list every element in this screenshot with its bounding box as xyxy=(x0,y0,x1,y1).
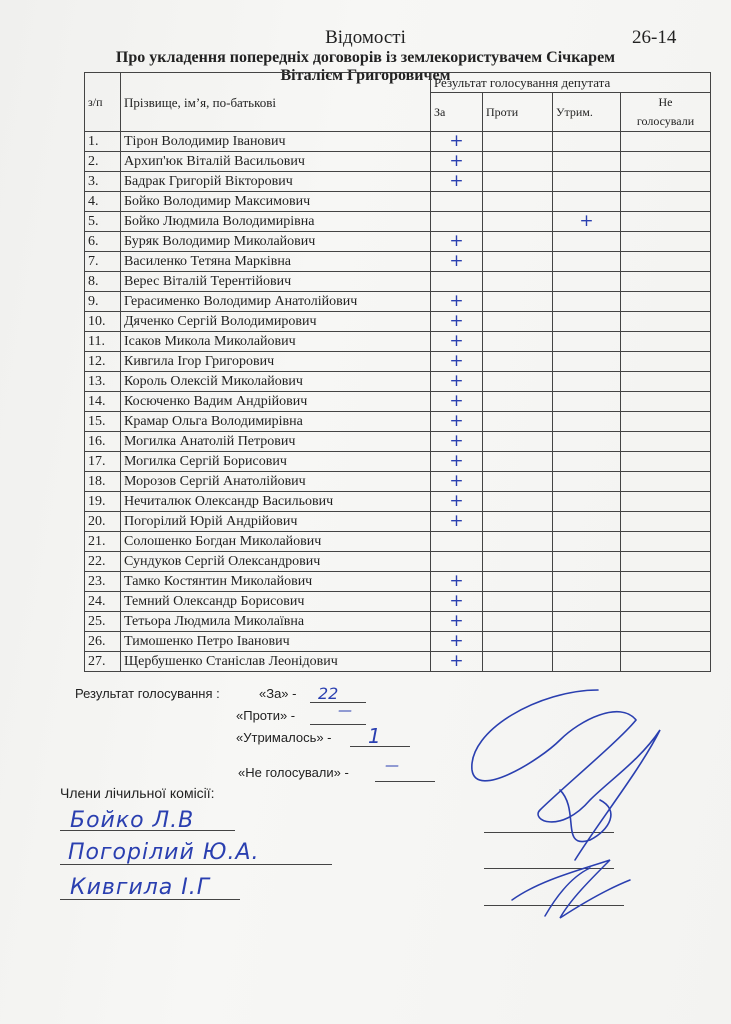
vote-za-cell: + xyxy=(431,152,483,172)
results-proty-label: «Проти» - xyxy=(236,708,296,723)
vote-proty-cell xyxy=(483,152,553,172)
table-row xyxy=(85,612,711,632)
vote-proty-cell xyxy=(483,172,553,192)
row-number-cell: 22. xyxy=(85,552,121,572)
vote-ne-cell xyxy=(621,492,711,512)
row-number-cell: 25. xyxy=(85,612,121,632)
deputy-name-cell: Тимошенко Петро Іванович xyxy=(121,632,431,652)
row-number-cell: 17. xyxy=(85,452,121,472)
deputy-name-cell: Тетьора Людмила Миколаївна xyxy=(121,612,431,632)
vote-utrym-cell: + xyxy=(553,212,621,232)
vote-proty-cell xyxy=(483,192,553,212)
column-header-za: За xyxy=(431,93,483,132)
vote-za-cell: + xyxy=(431,612,483,632)
deputy-name-cell: Архип'юк Віталій Васильович xyxy=(121,152,431,172)
vote-utrym-cell xyxy=(553,632,621,652)
row-number-cell: 8. xyxy=(85,272,121,292)
vote-proty-cell xyxy=(483,452,553,472)
vote-utrym-cell xyxy=(553,512,621,532)
vote-proty-cell xyxy=(483,332,553,352)
vote-ne-cell xyxy=(621,212,711,232)
vote-utrym-cell xyxy=(553,272,621,292)
row-number-cell: 4. xyxy=(85,192,121,212)
vote-utrym-cell xyxy=(553,192,621,212)
commission-label: Члени лічильної комісії: xyxy=(60,785,215,801)
vote-za-cell xyxy=(431,532,483,552)
vote-za-cell: + xyxy=(431,172,483,192)
column-header-proty: Проти xyxy=(483,93,553,132)
results-ne-line xyxy=(375,781,435,782)
vote-ne-cell xyxy=(621,172,711,192)
row-number-cell: 2. xyxy=(85,152,121,172)
vote-ne-cell xyxy=(621,392,711,412)
vote-utrym-cell xyxy=(553,132,621,152)
results-ne-value: — xyxy=(385,758,399,774)
column-header-number: з/п xyxy=(85,73,121,132)
table-row xyxy=(85,192,711,212)
vote-ne-cell xyxy=(621,132,711,152)
table-row xyxy=(85,332,711,352)
vote-za-cell: + xyxy=(431,492,483,512)
table-row xyxy=(85,632,711,652)
vote-ne-cell xyxy=(621,412,711,432)
row-number-cell: 15. xyxy=(85,412,121,432)
vote-utrym-cell xyxy=(553,372,621,392)
vote-ne-cell xyxy=(621,292,711,312)
vote-utrym-cell xyxy=(553,152,621,172)
voting-table xyxy=(84,72,711,672)
signature-line-3 xyxy=(484,905,624,906)
vote-proty-cell xyxy=(483,292,553,312)
deputy-name-cell: Бадрак Григорій Вікторович xyxy=(121,172,431,192)
vote-za-cell: + xyxy=(431,232,483,252)
row-number-cell: 7. xyxy=(85,252,121,272)
vote-za-cell: + xyxy=(431,372,483,392)
vote-proty-cell xyxy=(483,412,553,432)
row-number-cell: 24. xyxy=(85,592,121,612)
vote-utrym-cell xyxy=(553,232,621,252)
row-number-cell: 21. xyxy=(85,532,121,552)
deputy-name-cell: Бойко Людмила Володимирівна xyxy=(121,212,431,232)
table-row xyxy=(85,652,711,672)
row-number-cell: 1. xyxy=(85,132,121,152)
deputy-name-cell: Ісаков Микола Миколайович xyxy=(121,332,431,352)
table-row xyxy=(85,392,711,412)
deputy-name-cell: Могилка Сергій Борисович xyxy=(121,452,431,472)
vote-utrym-cell xyxy=(553,592,621,612)
deputy-name-cell: Тамко Костянтин Миколайович xyxy=(121,572,431,592)
results-ne-label: «Не голосували» - xyxy=(238,765,349,780)
deputy-name-cell: Василенко Тетяна Марківна xyxy=(121,252,431,272)
vote-za-cell: + xyxy=(431,132,483,152)
vote-za-cell: + xyxy=(431,292,483,312)
vote-za-cell: + xyxy=(431,652,483,672)
table-row xyxy=(85,132,711,152)
vote-utrym-cell xyxy=(553,412,621,432)
row-number-cell: 18. xyxy=(85,472,121,492)
vote-za-cell xyxy=(431,552,483,572)
vote-proty-cell xyxy=(483,632,553,652)
commission-member-1: Бойко Л.В xyxy=(70,808,195,833)
vote-ne-cell xyxy=(621,352,711,372)
vote-utrym-cell xyxy=(553,612,621,632)
vote-za-cell xyxy=(431,212,483,232)
row-number-cell: 13. xyxy=(85,372,121,392)
table-row xyxy=(85,292,711,312)
deputy-name-cell: Бойко Володимир Максимович xyxy=(121,192,431,212)
table-row xyxy=(85,452,711,472)
vote-utrym-cell xyxy=(553,352,621,372)
table-row xyxy=(85,492,711,512)
vote-za-cell: + xyxy=(431,412,483,432)
vote-ne-cell xyxy=(621,272,711,292)
table-row xyxy=(85,272,711,292)
vote-ne-cell xyxy=(621,532,711,552)
vote-ne-cell xyxy=(621,332,711,352)
deputy-name-cell: Король Олексій Миколайович xyxy=(121,372,431,392)
row-number-cell: 16. xyxy=(85,432,121,452)
vote-ne-cell xyxy=(621,312,711,332)
vote-za-cell xyxy=(431,192,483,212)
table-row xyxy=(85,512,711,532)
column-header-name: Прізвище, ім’я, по-батькові xyxy=(121,73,431,132)
vote-ne-cell xyxy=(621,512,711,532)
row-number-cell: 12. xyxy=(85,352,121,372)
table-row xyxy=(85,312,711,332)
column-header-ne-line1: Не xyxy=(658,95,673,109)
deputy-name-cell: Погорілий Юрій Андрійович xyxy=(121,512,431,532)
vote-utrym-cell xyxy=(553,452,621,472)
vote-ne-cell xyxy=(621,372,711,392)
vote-ne-cell xyxy=(621,192,711,212)
vote-proty-cell xyxy=(483,552,553,572)
vote-ne-cell xyxy=(621,252,711,272)
row-number-cell: 11. xyxy=(85,332,121,352)
vote-utrym-cell xyxy=(553,332,621,352)
vote-utrym-cell xyxy=(553,172,621,192)
vote-ne-cell xyxy=(621,452,711,472)
vote-proty-cell xyxy=(483,492,553,512)
table-row xyxy=(85,592,711,612)
table-row xyxy=(85,412,711,432)
table-row xyxy=(85,372,711,392)
vote-proty-cell xyxy=(483,652,553,672)
vote-utrym-cell xyxy=(553,252,621,272)
vote-ne-cell xyxy=(621,232,711,252)
results-za-label: «За» - xyxy=(259,686,297,701)
column-header-utrym: Утрим. xyxy=(553,93,621,132)
row-number-cell: 19. xyxy=(85,492,121,512)
signature-line-1 xyxy=(484,832,614,833)
vote-utrym-cell xyxy=(553,652,621,672)
table-row xyxy=(85,472,711,492)
deputy-name-cell: Могилка Анатолій Петрович xyxy=(121,432,431,452)
deputy-name-cell: Косюченко Вадим Андрійович xyxy=(121,392,431,412)
table-row xyxy=(85,532,711,552)
vote-za-cell: + xyxy=(431,592,483,612)
row-number-cell: 26. xyxy=(85,632,121,652)
subject-line-2: Віталієм Григоровичем xyxy=(280,67,451,84)
results-proty-value: — xyxy=(338,703,352,719)
table-row xyxy=(85,152,711,172)
row-number-cell: 3. xyxy=(85,172,121,192)
vote-ne-cell xyxy=(621,612,711,632)
vote-utrym-cell xyxy=(553,492,621,512)
vote-ne-cell xyxy=(621,472,711,492)
results-za-value: 22 xyxy=(318,684,339,703)
deputy-name-cell: Кивгила Ігор Григорович xyxy=(121,352,431,372)
vote-za-cell: + xyxy=(431,352,483,372)
results-utrym-value: 1 xyxy=(368,724,381,748)
row-number-cell: 6. xyxy=(85,232,121,252)
deputy-name-cell: Дяченко Сергій Володимирович xyxy=(121,312,431,332)
signature-line-2 xyxy=(484,868,614,869)
commission-line-3 xyxy=(60,899,240,900)
vote-za-cell: + xyxy=(431,252,483,272)
vote-proty-cell xyxy=(483,392,553,412)
vote-proty-cell xyxy=(483,592,553,612)
deputy-name-cell: Солошенко Богдан Миколайович xyxy=(121,532,431,552)
vote-proty-cell xyxy=(483,372,553,392)
deputy-name-cell: Тірон Володимир Іванович xyxy=(121,132,431,152)
commission-member-2: Погорілий Ю.А. xyxy=(68,840,260,865)
vote-proty-cell xyxy=(483,312,553,332)
vote-za-cell: + xyxy=(431,312,483,332)
vote-proty-cell xyxy=(483,532,553,552)
vote-ne-cell xyxy=(621,592,711,612)
vote-za-cell xyxy=(431,272,483,292)
column-header-ne-line2: голосували xyxy=(636,114,695,128)
row-number-cell: 9. xyxy=(85,292,121,312)
vote-utrym-cell xyxy=(553,472,621,492)
vote-utrym-cell xyxy=(553,572,621,592)
document-title: Відомості xyxy=(325,27,406,48)
results-utrym-label: «Утрималось» - xyxy=(236,730,332,745)
subject-line-1: Про укладення попередніх договорів із землекористувачем Січкарем xyxy=(115,49,616,66)
vote-proty-cell xyxy=(483,252,553,272)
deputy-name-cell: Буряк Володимир Миколайович xyxy=(121,232,431,252)
row-number-cell: 14. xyxy=(85,392,121,412)
results-proty-line xyxy=(310,724,366,725)
table-row xyxy=(85,172,711,192)
commission-member-3: Кивгила І.Г xyxy=(70,875,211,900)
vote-za-cell: + xyxy=(431,512,483,532)
results-label: Результат голосування : xyxy=(75,686,220,701)
deputy-name-cell: Сундуков Сергій Олександрович xyxy=(121,552,431,572)
vote-za-cell: + xyxy=(431,432,483,452)
table-row xyxy=(85,212,711,232)
row-number-cell: 20. xyxy=(85,512,121,532)
table-row xyxy=(85,432,711,452)
vote-proty-cell xyxy=(483,212,553,232)
vote-utrym-cell xyxy=(553,292,621,312)
vote-za-cell: + xyxy=(431,632,483,652)
table-row xyxy=(85,252,711,272)
row-number-cell: 23. xyxy=(85,572,121,592)
commission-line-2 xyxy=(60,864,332,865)
vote-proty-cell xyxy=(483,512,553,532)
vote-proty-cell xyxy=(483,272,553,292)
vote-proty-cell xyxy=(483,232,553,252)
vote-ne-cell xyxy=(621,632,711,652)
signature-scribble-large xyxy=(472,690,660,860)
deputy-name-cell: Крамар Ольга Володимирівна xyxy=(121,412,431,432)
vote-proty-cell xyxy=(483,432,553,452)
document-number: 26-14 xyxy=(632,27,677,48)
column-header-result: Результат голосування депутата xyxy=(431,73,711,93)
vote-utrym-cell xyxy=(553,392,621,412)
vote-utrym-cell xyxy=(553,532,621,552)
deputy-name-cell: Морозов Сергій Анатолійович xyxy=(121,472,431,492)
table-row xyxy=(85,352,711,372)
vote-utrym-cell xyxy=(553,312,621,332)
column-header-ne-holosuvaly xyxy=(621,93,711,132)
vote-proty-cell xyxy=(483,132,553,152)
vote-ne-cell xyxy=(621,552,711,572)
deputy-name-cell: Темний Олександр Борисович xyxy=(121,592,431,612)
vote-ne-cell xyxy=(621,572,711,592)
vote-proty-cell xyxy=(483,352,553,372)
row-number-cell: 5. xyxy=(85,212,121,232)
commission-line-1 xyxy=(60,830,235,831)
deputy-name-cell: Нечиталюк Олександр Васильович xyxy=(121,492,431,512)
vote-proty-cell xyxy=(483,572,553,592)
vote-utrym-cell xyxy=(553,552,621,572)
deputy-name-cell: Герасименко Володимир Анатолійович xyxy=(121,292,431,312)
row-number-cell: 10. xyxy=(85,312,121,332)
table-row xyxy=(85,232,711,252)
table-row xyxy=(85,572,711,592)
vote-proty-cell xyxy=(483,612,553,632)
vote-za-cell: + xyxy=(431,452,483,472)
deputy-name-cell: Верес Віталій Терентійович xyxy=(121,272,431,292)
vote-za-cell: + xyxy=(431,392,483,412)
vote-utrym-cell xyxy=(553,432,621,452)
vote-za-cell: + xyxy=(431,332,483,352)
vote-proty-cell xyxy=(483,472,553,492)
vote-za-cell: + xyxy=(431,472,483,492)
vote-za-cell: + xyxy=(431,572,483,592)
table-row xyxy=(85,552,711,572)
vote-ne-cell xyxy=(621,652,711,672)
deputy-name-cell: Щербушенко Станіслав Леонідович xyxy=(121,652,431,672)
vote-ne-cell xyxy=(621,152,711,172)
row-number-cell: 27. xyxy=(85,652,121,672)
vote-ne-cell xyxy=(621,432,711,452)
